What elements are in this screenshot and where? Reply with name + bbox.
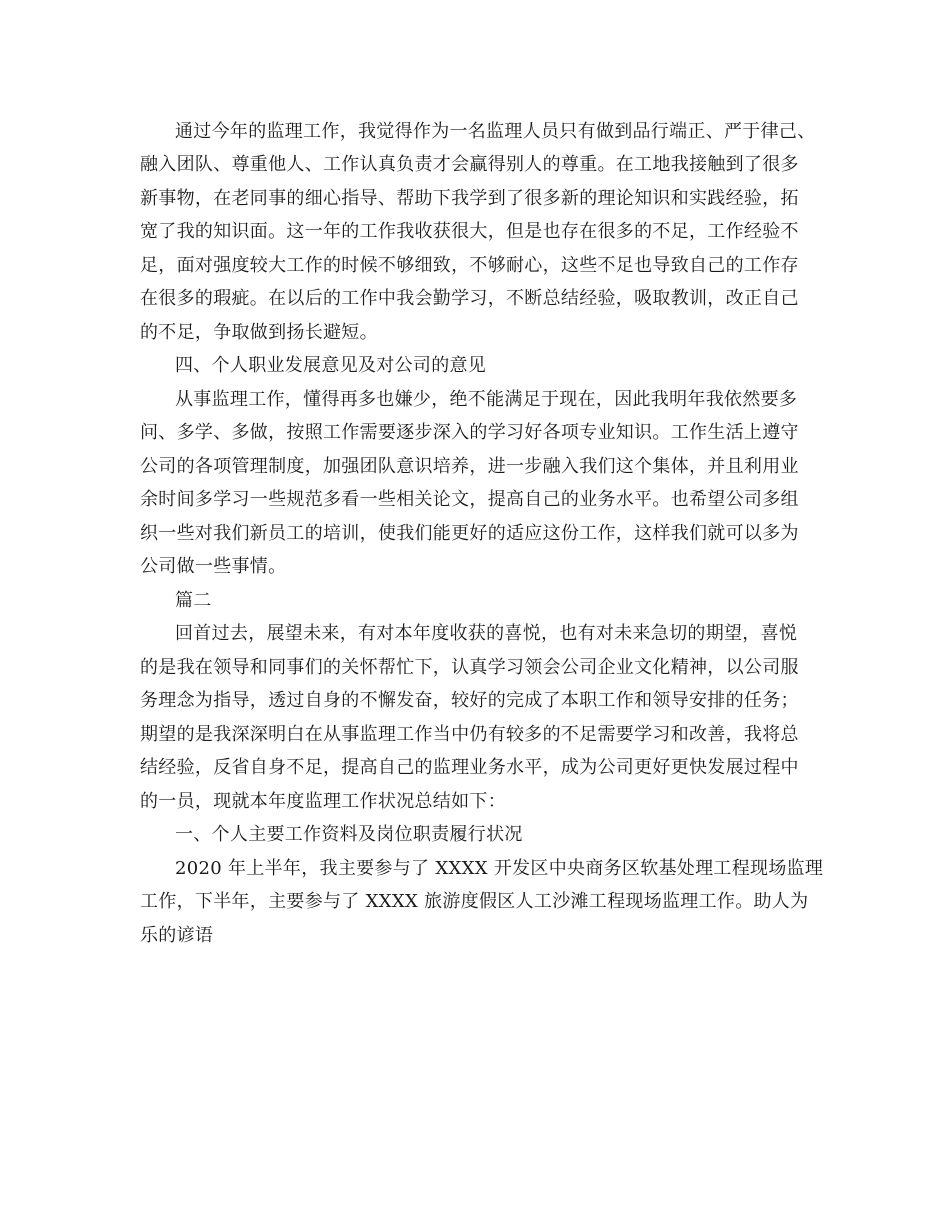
section-heading: 四、个人职业发展意见及对公司的意见	[175, 355, 487, 376]
paragraph-line: 公司的各项管理制度，加强团队意识培养，进一步融入我们这个集体，并且利用业	[140, 456, 799, 477]
paragraph-line: 乐的谚语	[140, 925, 214, 946]
paragraph-line: 在很多的瑕疵。在以后的工作中我会勤学习，不断总结经验，吸取教训，改正自己	[140, 288, 799, 309]
paragraph-line: 融入团队、尊重他人、工作认真负责才会赢得别人的尊重。在工地我接触到了很多	[140, 154, 799, 175]
paragraph-line: 务理念为指导，透过自身的不懈发奋，较好的完成了本职工作和领导安排的任务；	[140, 690, 799, 711]
paragraph-line: 公司做一些事情。	[140, 556, 287, 577]
paragraph-line: 期望的是我深深明白在从事监理工作当中仍有较多的不足需要学习和改善，我将总	[140, 724, 799, 745]
paragraph-line: 结经验，反省自身不足，提高自己的监理业务水平，成为公司更好更快发展过程中	[140, 757, 799, 778]
paragraph-line: 通过今年的监理工作，我觉得作为一名监理人员只有做到品行端正、严于律己、	[175, 121, 816, 142]
paragraph-line: 宽了我的知识面。这一年的工作我收获很大，但是也存在很多的不足，工作经验不	[140, 221, 799, 242]
paragraph-line: 的不足，争取做到扬长避短。	[140, 322, 378, 343]
paragraph-line: 的一员，现就本年度监理工作状况总结如下：	[140, 791, 506, 812]
paragraph-line: 问、多学、多做，按照工作需要逐步深入的学习好各项专业知识。工作生活上遵守	[140, 422, 799, 443]
paragraph-line: 的是我在领导和同事们的关怀帮忙下，认真学习领会公司企业文化精神，以公司服	[140, 657, 799, 678]
paragraph-line: 足，面对强度较大工作的时候不够细致，不够耐心，这些不足也导致自己的工作存	[140, 255, 799, 276]
paragraph-line: 从事监理工作，懂得再多也嫌少，绝不能满足于现在，因此我明年我依然要多	[175, 389, 798, 410]
paragraph-line: 余时间多学习一些规范多看一些相关论文，提高自己的业务水平。也希望公司多组	[140, 489, 799, 510]
paragraph-line: 2020 年上半年，我主要参与了 XXXX 开发区中央商务区软基处理工程现场监理	[175, 858, 824, 879]
paragraph-line: 工作，下半年，主要参与了 XXXX 旅游度假区人工沙滩工程现场监理工作。助人为	[140, 891, 809, 912]
paragraph-line: 新事物，在老同事的细心指导、帮助下我学到了很多新的理论知识和实践经验，拓	[140, 188, 799, 209]
paragraph-line: 织一些对我们新员工的培训，使我们能更好的适应这份工作，这样我们就可以多为	[140, 523, 799, 544]
section-heading: 篇二	[175, 590, 212, 611]
section-heading: 一、个人主要工作资料及岗位职责履行状况	[175, 824, 523, 845]
paragraph-line: 回首过去，展望未来，有对本年度收获的喜悦，也有对未来急切的期望，喜悦	[175, 623, 798, 644]
